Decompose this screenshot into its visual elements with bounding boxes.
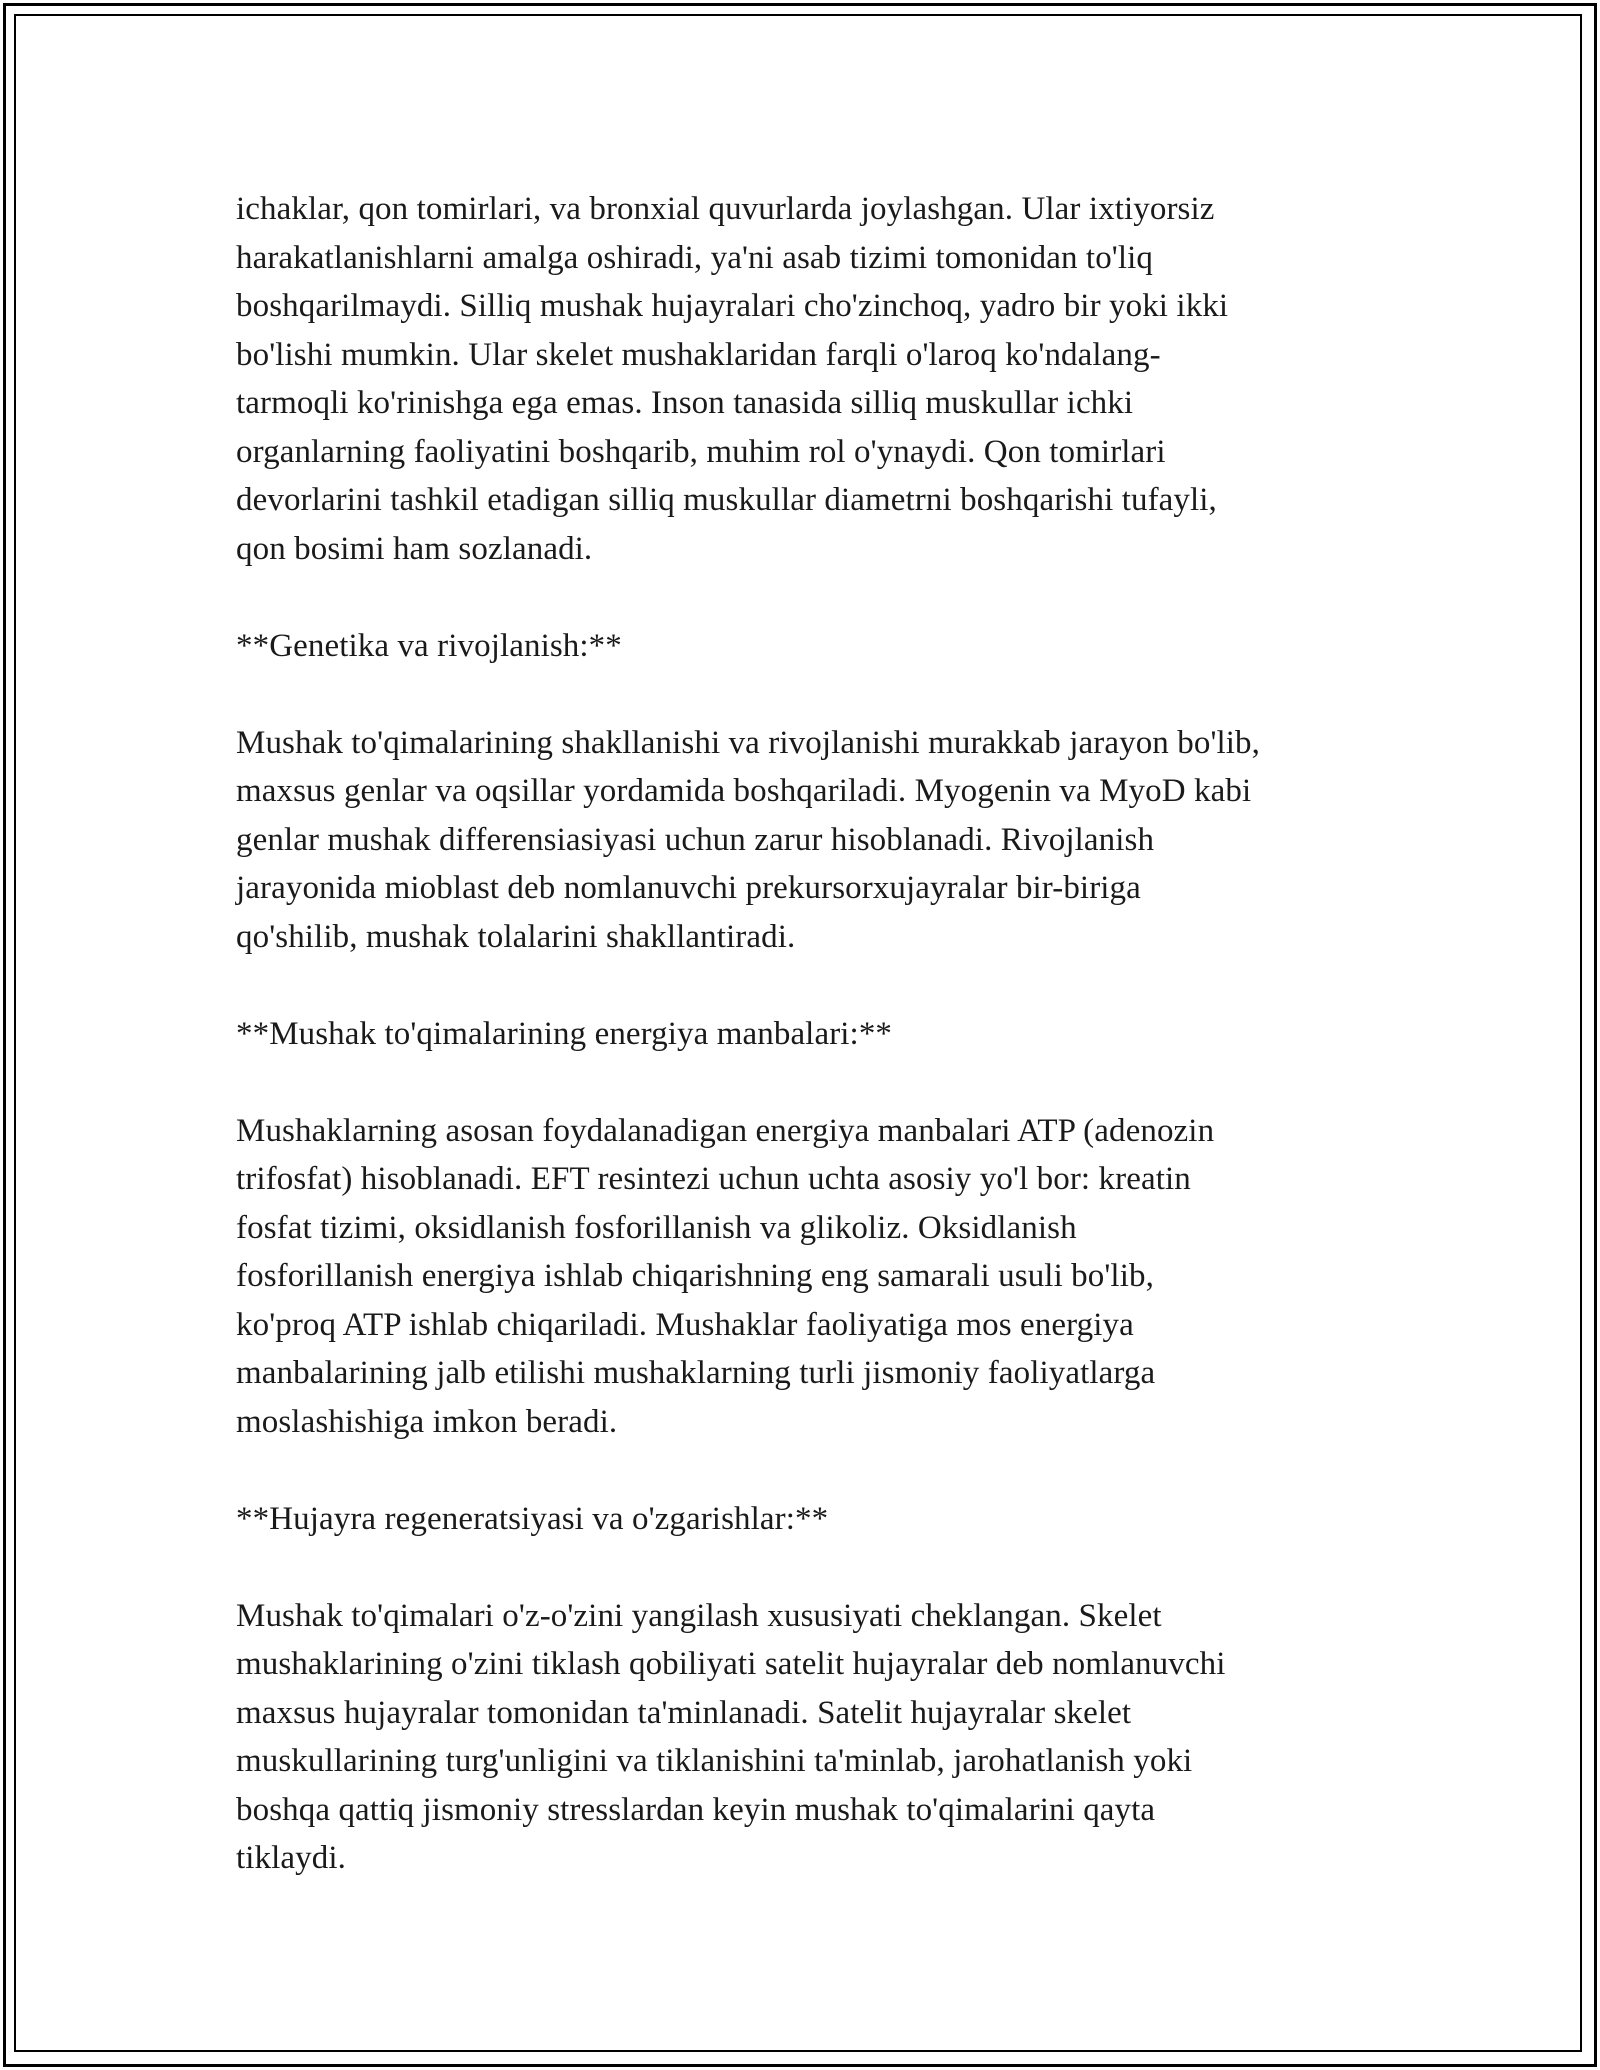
text-line: manbalarining jalb etilishi mushaklarning turli jismoniy faoliyatlarga (236, 1355, 1156, 1391)
text-line: trifosfat) hisoblanadi. EFT resintezi uchun uchta asosiy yo'l bor: kreatin (236, 1161, 1191, 1197)
text-line: bo'lishi mumkin. Ular skelet mushaklaridan farqli o'laroq ko'ndalang- (236, 336, 1161, 373)
text-line: tiklaydi. (236, 1840, 346, 1876)
text-line: boshqa qattiq jismoniy stresslardan keyin mushak to'qimalarini qayta (236, 1791, 1156, 1828)
text-line: maxsus hujayralar tomonidan ta'minlanadi. Satelit hujayralar skelet (236, 1694, 1132, 1731)
text-line: devorlarini tashkil etadigan silliq muskullar diametrni boshqarishi tufayli, (236, 482, 1217, 518)
text-line: jarayonida mioblast deb nomlanuvchi prekursorxujayralar bir-biriga (236, 870, 1141, 906)
text-line: Mushaklarning asosan foydalanadigan energiya manbalari ATP (adenozin (236, 1112, 1215, 1149)
text-line: fosfat tizimi, oksidlanish fosforillanish va glikoliz. Oksidlanish (236, 1209, 1077, 1246)
document-body (236, 185, 1376, 1931)
text-line: fosforillanish energiya ishlab chiqarishning eng samarali usuli bo'lib, (236, 1258, 1154, 1294)
section-heading-genetics: **Genetika va rivojlanish:** (236, 627, 622, 664)
text-line: ko'proq ATP ishlab chiqariladi. Mushaklar faoliyatiga mos energiya (236, 1306, 1134, 1343)
text-line: maxsus genlar va oqsillar yordamida boshqariladi. Myogenin va MyoD kabi (236, 773, 1252, 809)
text-line: Mushak to'qimalarining shakllanishi va rivojlanishi murakkab jarayon bo'lib, (236, 724, 1260, 761)
text-line: organlarning faoliyatini boshqarib, muhim rol o'ynaydi. Qon tomirlari (236, 433, 1166, 470)
section-paragraph-energy (236, 1107, 1376, 1447)
intro-paragraph (236, 185, 1376, 573)
text-line: ichaklar, qon tomirlari, va bronxial quvurlarda joylashgan. Ular ixtiyorsiz (236, 191, 1215, 227)
text-line: mushaklarining o'zini tiklash qobiliyati satelit hujayralar deb nomlanuvchi (236, 1646, 1226, 1682)
section-heading-regeneration: **Hujayra regeneratsiyasi va o'zgarishlar:** (236, 1500, 829, 1537)
text-line: tarmoqli ko'rinishga ega emas. Inson tanasida silliq muskullar ichki (236, 385, 1134, 421)
text-line: qon bosimi ham sozlanadi. (236, 530, 593, 567)
text-line: harakatlanishlarni amalga oshiradi, ya'ni asab tizimi tomonidan to'liq (236, 239, 1153, 276)
text-line: Mushak to'qimalari o'z-o'zini yangilash xususiyati cheklangan. Skelet (236, 1597, 1162, 1634)
section-paragraph-genetics (236, 719, 1376, 962)
section-paragraph-regeneration (236, 1592, 1376, 1883)
text-line: genlar mushak differensiasiyasi uchun zarur hisoblanadi. Rivojlanish (236, 821, 1155, 858)
text-line: muskullarining turg'unligini va tiklanishini ta'minlab, jarohatlanish yoki (236, 1743, 1193, 1779)
text-line: boshqarilmaydi. Silliq mushak hujayralari cho'zinchoq, yadro bir yoki ikki (236, 288, 1229, 324)
text-line: qo'shilib, mushak tolalarini shakllantiradi. (236, 918, 796, 955)
text-line: moslashishiga imkon beradi. (236, 1403, 618, 1440)
section-heading-energy: **Mushak to'qimalarining energiya manbalari:** (236, 1015, 893, 1052)
